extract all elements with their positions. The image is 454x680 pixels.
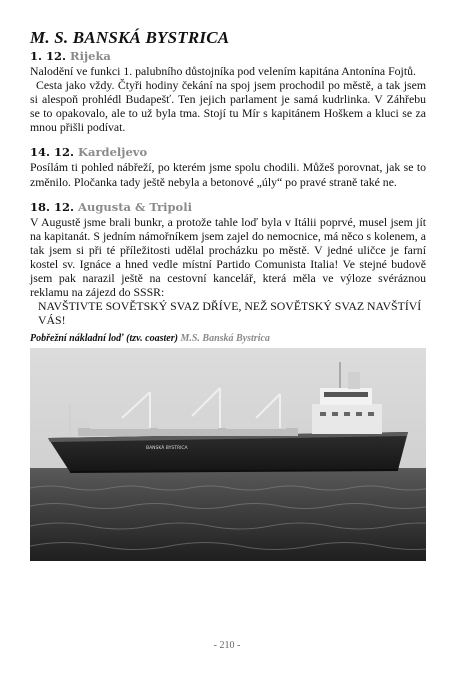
entry-date: 1. 12. [30,49,67,63]
entry-heading [30,200,426,215]
photo-caption [30,333,426,345]
page-number: - 210 - [213,640,241,651]
entry-heading [30,49,426,64]
cargo-deck [78,428,298,436]
entry-paragraph: Cesta jako vždy. Čtyři hodiny čekání na spoj jsem prochodil po městě, a tak jsem si alespoň prohlédl Budapešť. Ten jejich parlament je samá kudrlinka. V Záhřebu se to opakovalo, ale to už byla tma. Stojí tu Mír s kapitánem Hoškem a kluci se za mnou přišli podívat. [30,78,426,135]
caption-label: Pobřežní nákladní loď (tzv. coaster) [30,333,178,345]
sea [30,468,426,561]
log-entry-rijeka [30,49,426,134]
entry-date: 18. 12. [30,199,75,214]
entry-place: Kardeljevo [78,145,148,160]
entry-place: Rijeka [70,49,111,63]
superstructure [312,404,382,434]
slogan-text: NAVŠTIVTE SOVĚTSKÝ SVAZ DŘÍVE, NEŽ SOVĚTSKÝ SVAZ NAVŠTÍVÍ VÁS! [38,299,422,328]
hatch-2 [158,420,218,429]
ship-title: M. S. BANSKÁ BYSTRICA [30,28,230,47]
entry-place: Augusta & Tripoli [78,199,192,214]
entry-heading [30,145,426,160]
entry-date: 14. 12. [30,145,75,160]
caption-ship: M.S. Banská Bystrica [180,333,270,345]
page-body [30,28,426,561]
hatch-3 [226,420,286,429]
entry-paragraph: Nalodění ve funkci 1. palubního důstojníka pod velením kapitána Antonína Fojtů. [30,64,416,78]
entry-paragraph: Posílám ti pohled nábřeží, po kterém jsme spolu chodili. Můžeš porovnat, jak se to změnilo. Pločanka tady ještě nebyla a betonové „úly“ po pravé straně také ne. [30,160,426,189]
bridge-windows [324,392,368,397]
log-entry-kardeljevo [30,145,426,188]
entry-paragraph: V Augustě jsme brali bunkr, a protože tahle loď byla v Itálii poprvé, musel jsem jít na kapitanát. S jedním námořníkem jsem zajel do nemocnice, má něco s kolenem, a tak jsem si při té příležitosti udělal procházku po městě. V jedné uličce je farní kostel sv. Ignáce a hned vedle místní Partido Comunista Italia! Ve stejné budově jsem pak narazil ještě na cestovní kancelář, která měla ve výloze svéráznou reklamu na zájezd do SSSR: [30,214,426,300]
hatch-1 [90,420,150,429]
log-entry-augusta [30,200,426,328]
ship-photo [30,348,426,561]
hull-name-text: BANSKÁ BYSTRICA [146,446,188,452]
funnel [348,372,360,389]
